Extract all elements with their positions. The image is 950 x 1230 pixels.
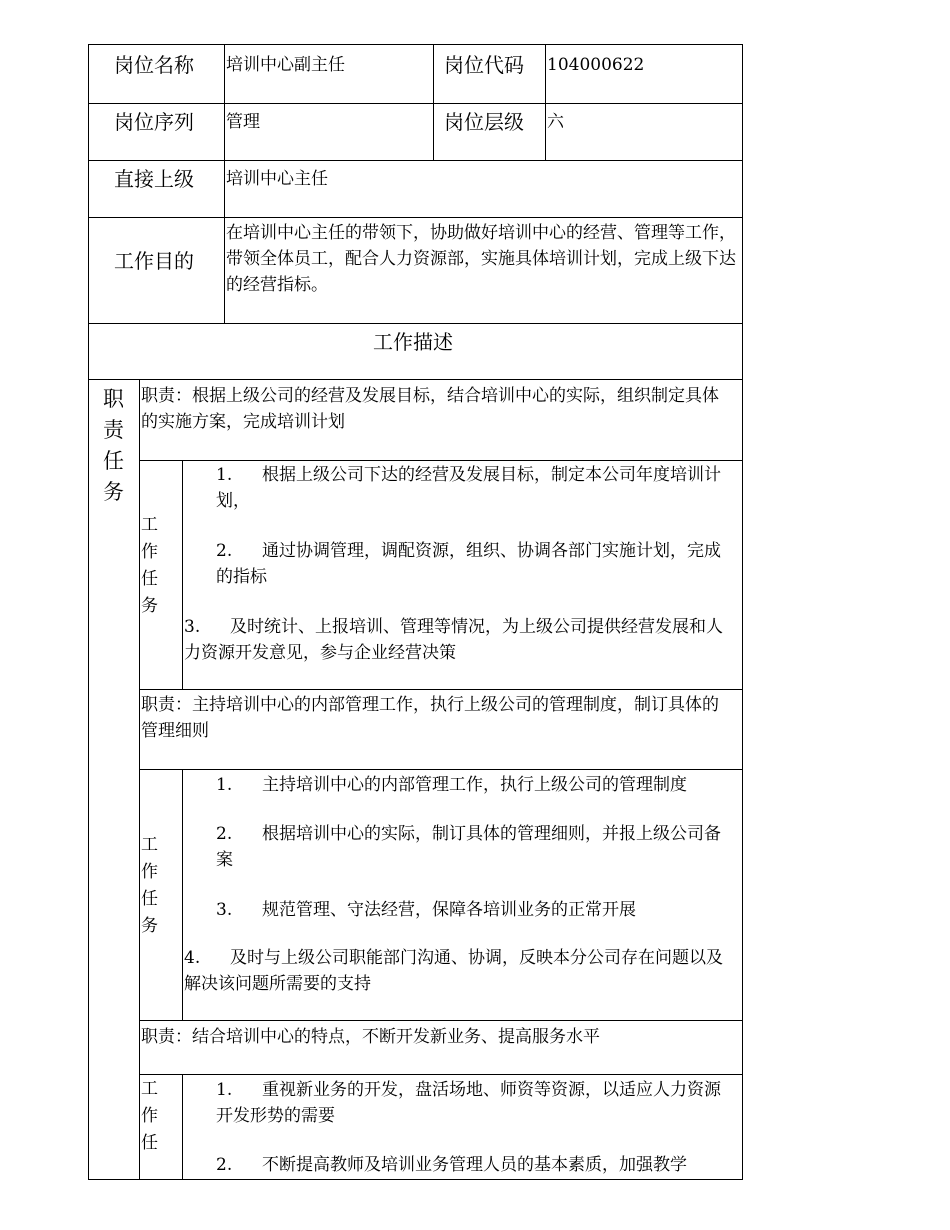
task-text: 及时统计、上报培训、管理等情况，为上级公司提供经营发展和人力资源开发意见，参与企业经营决策 — [184, 617, 723, 663]
sequence-label: 岗位序列 — [114, 110, 194, 134]
duty-3: 职责：结合培训中心的特点，不断开发新业务、提高服务水平 — [141, 1027, 600, 1047]
task-2-2 — [216, 821, 736, 873]
position-code-label: 岗位代码 — [444, 53, 524, 77]
position-name-label: 岗位名称 — [114, 53, 194, 77]
supervisor-label: 直接上级 — [114, 167, 194, 191]
section-title: 工作描述 — [373, 330, 453, 354]
level: 六 — [547, 112, 564, 132]
sequence: 管理 — [226, 112, 260, 132]
task-1-1 — [216, 462, 736, 514]
task-text: 不断提高教师及培训业务管理人员的基本素质，加强教学 — [262, 1155, 687, 1175]
position-name: 培训中心副主任 — [226, 55, 345, 75]
duty-side-label: 职责任务 — [103, 387, 124, 504]
purpose-label: 工作目的 — [114, 249, 194, 273]
task-3-1 — [216, 1077, 736, 1129]
task-number: 1. — [216, 775, 233, 795]
task-3-2 — [216, 1152, 736, 1178]
task-number: 2. — [216, 541, 233, 561]
task-text: 通过协调管理，调配资源，组织、协调各部门实施计划，完成的指标 — [216, 541, 721, 587]
task-1-2 — [216, 538, 736, 590]
task-2-3 — [216, 897, 736, 923]
task-number: 3. — [184, 617, 201, 637]
task-text: 及时与上级公司职能部门沟通、协调，反映本分公司存在问题以及解决该问题所需要的支持 — [184, 948, 723, 994]
task-number: 4. — [184, 948, 201, 968]
task-1-3 — [184, 614, 736, 666]
duty-1: 职责：根据上级公司的经营及发展目标，结合培训中心的实际，组织制定具体的实施方案，完成培训计划 — [141, 386, 719, 432]
task-number: 3. — [216, 900, 233, 920]
task-label-3: 工作任 — [141, 1079, 158, 1153]
task-2-1 — [216, 772, 736, 798]
task-label-2: 工作任务 — [141, 835, 158, 936]
task-number: 1. — [216, 465, 233, 485]
task-text: 主持培训中心的内部管理工作，执行上级公司的管理制度 — [262, 775, 687, 795]
task-text: 重视新业务的开发，盘活场地、师资等资源，以适应人力资源开发形势的需要 — [216, 1080, 721, 1126]
task-label-1: 工作任务 — [141, 515, 158, 616]
duty-2: 职责：主持培训中心的内部管理工作，执行上级公司的管理制度，制订具体的管理细则 — [141, 695, 719, 741]
supervisor: 培训中心主任 — [226, 169, 328, 189]
level-label: 岗位层级 — [444, 110, 524, 134]
purpose-text: 在培训中心主任的带领下，协助做好培训中心的经营、管理等工作，带领全体员工，配合人力资源部，实施具体培训计划，完成上级下达的经营指标。 — [226, 223, 736, 295]
task-number: 2. — [216, 1155, 233, 1175]
task-2-4 — [184, 945, 736, 997]
task-number: 2. — [216, 824, 233, 844]
task-text: 规范管理、守法经营，保障各培训业务的正常开展 — [262, 900, 636, 920]
task-text: 根据上级公司下达的经营及发展目标，制定本公司年度培训计划， — [216, 465, 721, 511]
position-code: 104000622 — [547, 55, 645, 75]
task-number: 1. — [216, 1080, 233, 1100]
task-text: 根据培训中心的实际，制订具体的管理细则，并报上级公司备案 — [216, 824, 721, 870]
